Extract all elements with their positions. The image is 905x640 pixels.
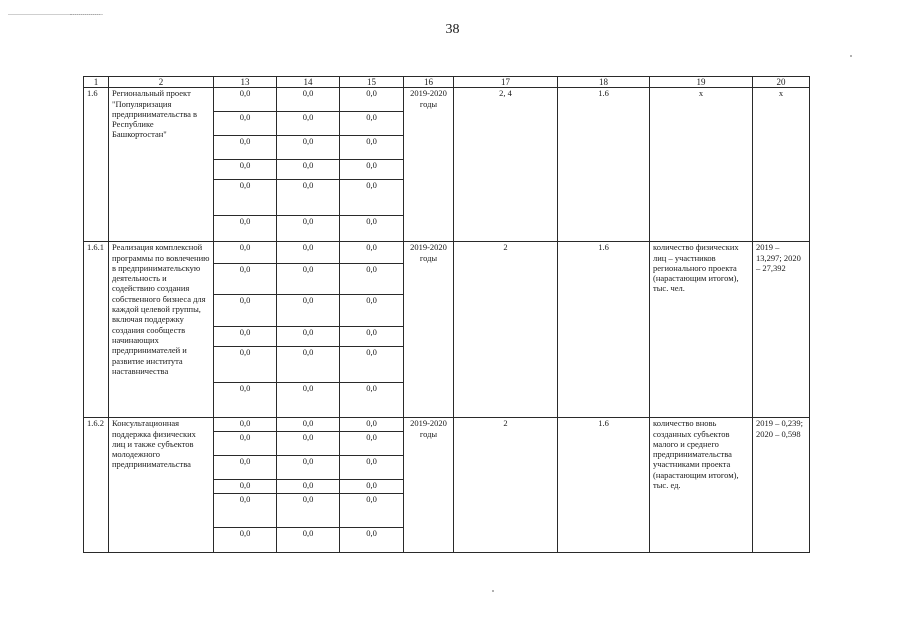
value-cell: 0,0 <box>214 347 277 383</box>
value-cell: 0,0 <box>214 295 277 327</box>
value-cell: 0,0 <box>277 528 340 553</box>
header-cell: 14 <box>277 77 340 88</box>
value-cell: 0,0 <box>214 418 277 432</box>
col17-cell: 2 <box>454 418 558 553</box>
col17-cell: 2, 4 <box>454 88 558 242</box>
value-cell: 0,0 <box>214 327 277 347</box>
value-cell: 0,0 <box>277 383 340 418</box>
period-cell: 2019-2020 годы <box>404 418 454 553</box>
header-cell: 20 <box>753 77 810 88</box>
header-cell: 19 <box>650 77 753 88</box>
indicator-cell: количество вновь созданных субъектов малого и среднего предпринимательства участниками проекта (нарастающим итогом), тыс. ед. <box>650 418 753 553</box>
value-cell: 0,0 <box>340 295 404 327</box>
value-cell: 0,0 <box>277 242 340 264</box>
page-number: 38 <box>445 22 460 37</box>
header-cell: 18 <box>558 77 650 88</box>
value-cell: 0,0 <box>340 242 404 264</box>
value-cell: 0,0 <box>340 528 404 553</box>
value-cell: 0,0 <box>277 347 340 383</box>
table-header-row <box>84 77 810 88</box>
value-cell: 0,0 <box>214 88 277 112</box>
col18-cell: 1.6 <box>558 418 650 553</box>
value-cell: 0,0 <box>340 383 404 418</box>
col18-cell: 1.6 <box>558 242 650 418</box>
value-cell: 0,0 <box>214 383 277 418</box>
value-cell: 0,0 <box>340 418 404 432</box>
value-cell: 0,0 <box>340 216 404 242</box>
value-cell: 0,0 <box>340 456 404 480</box>
value-cell: 0,0 <box>214 264 277 295</box>
header-cell: 13 <box>214 77 277 88</box>
value-cell: 0,0 <box>277 480 340 494</box>
table-row <box>84 418 810 432</box>
value-cell: 0,0 <box>214 242 277 264</box>
col17-cell: 2 <box>454 242 558 418</box>
value-cell: 0,0 <box>214 136 277 160</box>
value-cell: 0,0 <box>340 136 404 160</box>
indicator-cell: количество физических лиц – участников регионального проекта (нарастающим итогом), тыс. чел. <box>650 242 753 418</box>
table-row <box>84 88 810 112</box>
value-cell: 0,0 <box>340 480 404 494</box>
scan-artifact-dots <box>70 14 100 15</box>
activity-name: Реализация комплексной программы по вовлечению в предпринимательскую деятельность и содействию создания собственного бизнеса для каждой целевой группы, включая поддержку создания сообществ начинающих предпринимателей и развитие института наставничества <box>109 242 214 418</box>
value-cell: 0,0 <box>214 180 277 216</box>
value-cell: 0,0 <box>277 264 340 295</box>
value-cell: 0,0 <box>214 528 277 553</box>
header-cell: 2 <box>109 77 214 88</box>
value-cell: 0,0 <box>214 112 277 136</box>
activity-name: Консультационная поддержка физических лиц и также субъектов молодежного предпринимательства <box>109 418 214 553</box>
value-cell: 0,0 <box>340 88 404 112</box>
value-cell: 0,0 <box>214 160 277 180</box>
value-cell: 0,0 <box>277 295 340 327</box>
period-cell: 2019-2020 годы <box>404 88 454 242</box>
value-cell: 0,0 <box>277 88 340 112</box>
value-cell: 0,0 <box>277 327 340 347</box>
value-cell: 0,0 <box>340 494 404 528</box>
value-cell: 0,0 <box>277 432 340 456</box>
value-cell: 0,0 <box>340 160 404 180</box>
indicator-cell: х <box>650 88 753 242</box>
row-number: 1.6.2 <box>84 418 109 553</box>
value-cell: 0,0 <box>340 112 404 136</box>
header-cell: 15 <box>340 77 404 88</box>
value-cell: 0,0 <box>340 264 404 295</box>
value-cell: 0,0 <box>214 494 277 528</box>
value-cell: 0,0 <box>214 216 277 242</box>
value-cell: 0,0 <box>277 418 340 432</box>
col18-cell: 1.6 <box>558 88 650 242</box>
value-cell: 0,0 <box>277 180 340 216</box>
value-cell: 0,0 <box>340 347 404 383</box>
value-cell: 0,0 <box>214 456 277 480</box>
value-cell: 0,0 <box>277 112 340 136</box>
row-number: 1.6 <box>84 88 109 242</box>
target-values-cell: 2019 – 0,239; 2020 – 0,598 <box>753 418 810 553</box>
header-cell: 17 <box>454 77 558 88</box>
scan-speck <box>850 55 852 57</box>
value-cell: 0,0 <box>277 136 340 160</box>
header-cell: 1 <box>84 77 109 88</box>
table-row <box>84 242 810 264</box>
activity-name: Региональный проект "Популяризация предпринимательства в Республике Башкортостан" <box>109 88 214 242</box>
document-table <box>83 76 810 553</box>
value-cell: 0,0 <box>277 216 340 242</box>
target-values-cell: х <box>753 88 810 242</box>
value-cell: 0,0 <box>214 480 277 494</box>
value-cell: 0,0 <box>340 327 404 347</box>
value-cell: 0,0 <box>277 456 340 480</box>
period-cell: 2019-2020 годы <box>404 242 454 418</box>
value-cell: 0,0 <box>340 432 404 456</box>
target-values-cell: 2019 – 13,297; 2020 – 27,392 <box>753 242 810 418</box>
value-cell: 0,0 <box>214 432 277 456</box>
value-cell: 0,0 <box>277 160 340 180</box>
value-cell: 0,0 <box>277 494 340 528</box>
header-cell: 16 <box>404 77 454 88</box>
value-cell: 0,0 <box>340 180 404 216</box>
row-number: 1.6.1 <box>84 242 109 418</box>
scan-speck <box>492 590 494 592</box>
